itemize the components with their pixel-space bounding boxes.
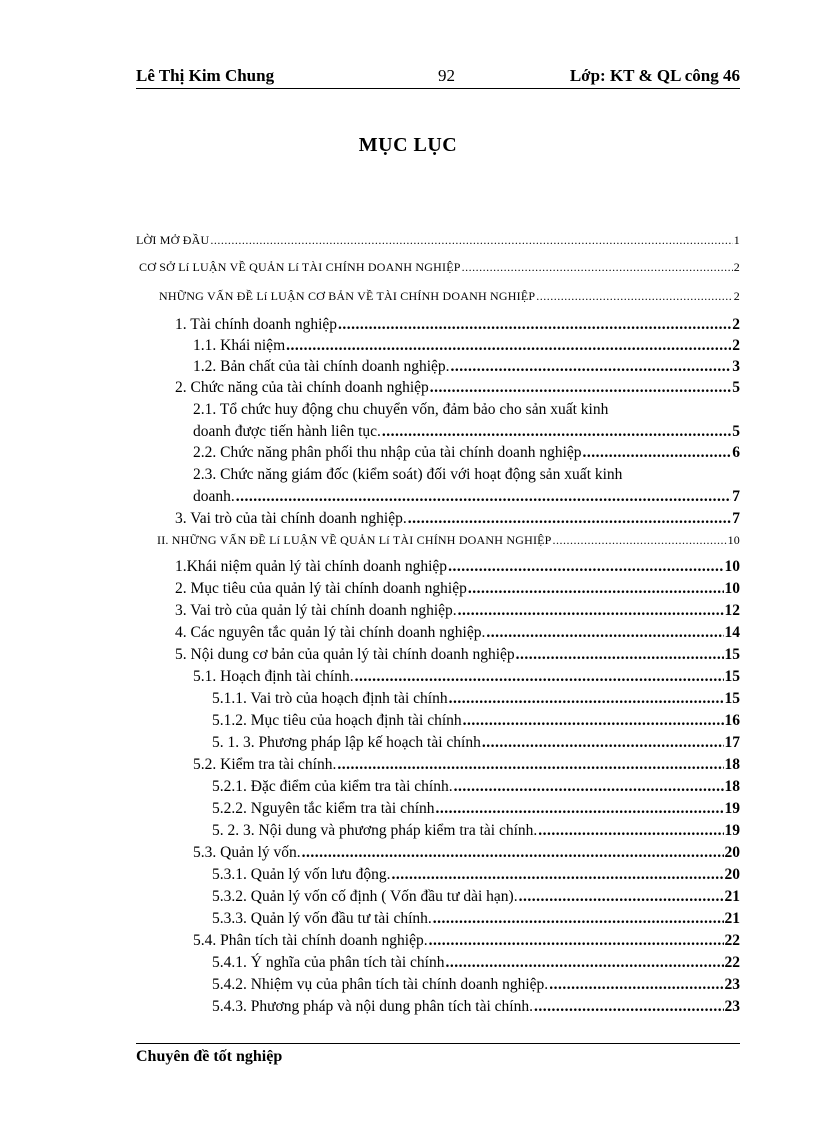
toc-entry-label: 5. 1. 3. Phương pháp lập kế hoạch tài chính xyxy=(212,734,481,751)
toc-entry-label: 2.2. Chức năng phân phối thu nhập của tài chính doanh nghiệp xyxy=(193,444,582,461)
toc-entry-page: 22 xyxy=(724,932,740,949)
toc-leader xyxy=(445,953,723,973)
toc-entry[interactable] xyxy=(139,257,740,277)
toc-entry-label: 5.4.2. Nhiệm vụ của phân tích tài chính doanh nghiệp. xyxy=(212,976,549,993)
toc-entry[interactable] xyxy=(193,487,740,507)
toc-leader xyxy=(338,315,731,335)
toc-entry-page: 3 xyxy=(732,358,740,375)
toc-entry-label: CƠ SỞ Lí LUẬN VỀ QUẢN Lí TÀI CHÍNH DOANH NGHIỆP xyxy=(139,260,461,274)
toc-entry[interactable] xyxy=(212,975,740,995)
page-title: MỤC LỤC xyxy=(358,134,458,156)
toc-entry[interactable] xyxy=(212,887,740,907)
toc-leader xyxy=(482,733,724,753)
toc-leader xyxy=(538,821,723,841)
toc-entry-label: 5.3.2. Quản lý vốn cố định ( Vốn đầu tư dài hạn). xyxy=(212,888,518,905)
toc-entry[interactable] xyxy=(212,689,740,709)
toc-leader xyxy=(210,230,732,250)
toc-leader xyxy=(451,357,732,377)
toc-entry-page: 2 xyxy=(733,289,740,303)
toc-leader xyxy=(536,286,733,306)
toc-entry-label: doanh được tiến hành liên tục. xyxy=(193,423,381,440)
toc-entry[interactable] xyxy=(175,579,740,599)
toc-entry-label: 5.2. Kiểm tra tài chính. xyxy=(193,756,337,773)
toc-entry[interactable] xyxy=(175,623,740,643)
toc-entry-page: 7 xyxy=(732,510,740,527)
toc-entry-page: 19 xyxy=(724,822,740,839)
toc-entry-page: 15 xyxy=(724,668,740,685)
toc-entry[interactable] xyxy=(212,909,740,929)
toc-entry[interactable] xyxy=(193,843,740,863)
toc-entry-page: 10 xyxy=(727,533,740,547)
toc-entry-page: 23 xyxy=(724,998,740,1015)
toc-leader xyxy=(454,777,724,797)
toc-entry[interactable] xyxy=(212,953,740,973)
toc-entry[interactable] xyxy=(193,422,740,442)
toc-leader xyxy=(468,579,724,599)
toc-entry-page: 10 xyxy=(724,580,740,597)
toc-entry-page: 18 xyxy=(724,756,740,773)
toc-leader xyxy=(458,601,724,621)
toc-entry-page: 21 xyxy=(724,888,740,905)
toc-leader xyxy=(337,755,723,775)
toc-leader xyxy=(583,443,732,463)
toc-entry-page: 6 xyxy=(732,444,740,461)
toc-entry-page: 5 xyxy=(732,423,740,440)
toc-entry[interactable] xyxy=(193,443,740,463)
toc-leader xyxy=(449,689,724,709)
toc-entry-label: 5.4. Phân tích tài chính doanh nghiệp. xyxy=(193,932,428,949)
toc-entry-label: 1.Khái niệm quản lý tài chính doanh nghiệp xyxy=(175,558,448,575)
page-header xyxy=(136,62,740,89)
toc-entry-page: 22 xyxy=(724,954,740,971)
toc-entry-label: 5.3. Quản lý vốn. xyxy=(193,844,301,861)
toc-entry-label: 5.1. Hoạch định tài chính. xyxy=(193,668,354,685)
page-number: 92 xyxy=(438,66,455,85)
toc-entry[interactable] xyxy=(175,645,740,665)
toc-entry[interactable] xyxy=(212,865,740,885)
toc-leader xyxy=(516,645,724,665)
toc-leader xyxy=(355,667,724,687)
toc-entry-label: NHỮNG VẤN ĐỀ Lí LUẬN CƠ BẢN VỀ TÀI CHÍNH DOANH NGHIỆP xyxy=(159,289,536,303)
toc-entry[interactable] xyxy=(136,230,740,250)
toc-entry-label-line1: 2.3. Chức năng giám đốc (kiểm soát) đối với hoạt động sản xuất kinh xyxy=(193,466,623,483)
toc-leader xyxy=(448,557,723,577)
toc-entry-label: 1.1. Khái niệm xyxy=(193,337,286,354)
toc-entry-label: 5.4.1. Ý nghĩa của phân tích tài chính xyxy=(212,954,445,971)
toc-entry-page: 23 xyxy=(724,976,740,993)
toc-entry-page: 15 xyxy=(724,690,740,707)
toc-entry-label: 5.2.2. Nguyên tắc kiểm tra tài chính xyxy=(212,800,435,817)
toc-entry-page: 16 xyxy=(724,712,740,729)
toc-entry[interactable] xyxy=(175,378,740,398)
author-name: Lê Thị Kim Chung xyxy=(136,66,275,85)
toc-entry[interactable] xyxy=(212,799,740,819)
toc-entry[interactable] xyxy=(193,931,740,951)
toc-entry-page: 21 xyxy=(724,910,740,927)
toc-entry-page: 10 xyxy=(724,558,740,575)
toc-entry[interactable] xyxy=(175,601,740,621)
toc-entry[interactable] xyxy=(193,336,740,356)
toc-leader xyxy=(486,623,723,643)
toc-leader xyxy=(408,509,732,529)
toc-entry-label: 2. Mục tiêu của quản lý tài chính doanh nghiệp xyxy=(175,580,467,597)
toc-entry-page: 1 xyxy=(733,233,740,247)
toc-entry-label: 5.2.1. Đặc điểm của kiểm tra tài chính. xyxy=(212,778,453,795)
toc-entry-page: 2 xyxy=(733,260,740,274)
toc-leader xyxy=(519,887,724,907)
class-name: Lớp: KT & QL công 46 xyxy=(569,66,740,85)
toc-entry-page: 7 xyxy=(732,488,740,505)
toc-leader xyxy=(236,487,731,507)
toc-leader xyxy=(534,997,724,1017)
toc-leader xyxy=(382,422,731,442)
toc-entry-label: 5. 2. 3. Nội dung và phương pháp kiểm tra tài chính. xyxy=(212,822,538,839)
toc-leader xyxy=(429,931,724,951)
page-footer: Chuyên đề tốt nghiệp xyxy=(136,1043,740,1066)
toc-entry-label: II. NHỮNG VẤN ĐỀ Lí LUẬN VỀ QUẢN Lí TÀI CHÍNH DOANH NGHIỆP xyxy=(157,533,552,547)
toc-entry-label: 5.3.3. Quản lý vốn đầu tư tài chính. xyxy=(212,910,432,927)
toc-entry-label: doanh. xyxy=(193,488,235,505)
toc-entry-label: 2. Chức năng của tài chính doanh nghiệp xyxy=(175,379,429,396)
toc-leader xyxy=(549,975,723,995)
toc-entry-label: 5.1.2. Mục tiêu của hoạch định tài chính xyxy=(212,712,462,729)
toc-entry-page: 20 xyxy=(724,866,740,883)
toc-entry-page: 5 xyxy=(732,379,740,396)
toc-entry-label: 1.2. Bản chất của tài chính doanh nghiệp. xyxy=(193,358,450,375)
toc-leader xyxy=(436,799,724,819)
toc-leader xyxy=(553,530,727,550)
toc-entry-label: 4. Các nguyên tắc quản lý tài chính doanh nghiệp. xyxy=(175,624,486,641)
toc-entry-label: 5. Nội dung cơ bản của quản lý tài chính doanh nghiệp xyxy=(175,646,515,663)
toc-leader xyxy=(462,257,733,277)
toc-entry-page: 18 xyxy=(724,778,740,795)
toc-entry-label: 5.3.1. Quản lý vốn lưu động. xyxy=(212,866,391,883)
toc-leader xyxy=(302,843,724,863)
toc-leader xyxy=(391,865,723,885)
toc-entry-page: 12 xyxy=(724,602,740,619)
toc-entry-page: 20 xyxy=(724,844,740,861)
toc-entry[interactable] xyxy=(175,557,740,577)
toc-entry[interactable] xyxy=(193,667,740,687)
toc-entry[interactable] xyxy=(212,733,740,753)
toc-leader xyxy=(286,336,731,356)
toc-entry-label: LỜI MỞ ĐẦU xyxy=(136,233,210,247)
toc-leader xyxy=(430,378,731,398)
toc-entry[interactable] xyxy=(159,286,740,306)
toc-entry[interactable] xyxy=(157,530,740,550)
toc-entry-label: 5.4.3. Phương pháp và nội dung phân tích tài chính. xyxy=(212,998,533,1015)
toc-entry[interactable] xyxy=(212,997,740,1017)
toc-entry[interactable] xyxy=(175,315,740,335)
toc-entry-page: 2 xyxy=(732,316,740,333)
toc-entry[interactable] xyxy=(175,509,740,529)
toc-entry[interactable] xyxy=(193,357,740,377)
toc-leader xyxy=(433,909,724,929)
toc-leader xyxy=(463,711,724,731)
toc-entry-page: 14 xyxy=(724,624,740,641)
toc-entry-page: 19 xyxy=(724,800,740,817)
toc-entry-label: 3. Vai trò của quản lý tài chính doanh nghiệp. xyxy=(175,602,457,619)
toc-entry[interactable] xyxy=(212,777,740,797)
toc-entry-page: 15 xyxy=(724,646,740,663)
toc-entry[interactable] xyxy=(193,755,740,775)
toc-entry[interactable] xyxy=(212,711,740,731)
toc-entry-page: 2 xyxy=(732,337,740,354)
toc-entry-page: 17 xyxy=(724,734,740,751)
toc-entry-label: 1. Tài chính doanh nghiệp xyxy=(175,316,338,333)
toc-entry[interactable] xyxy=(212,821,740,841)
toc-entry-label: 5.1.1. Vai trò của hoạch định tài chính xyxy=(212,690,448,707)
toc-entry-label-line1: 2.1. Tổ chức huy động chu chuyển vốn, đảm bảo cho sản xuất kinh xyxy=(193,401,609,418)
toc-entry-label: 3. Vai trò của tài chính doanh nghiệp. xyxy=(175,510,407,527)
